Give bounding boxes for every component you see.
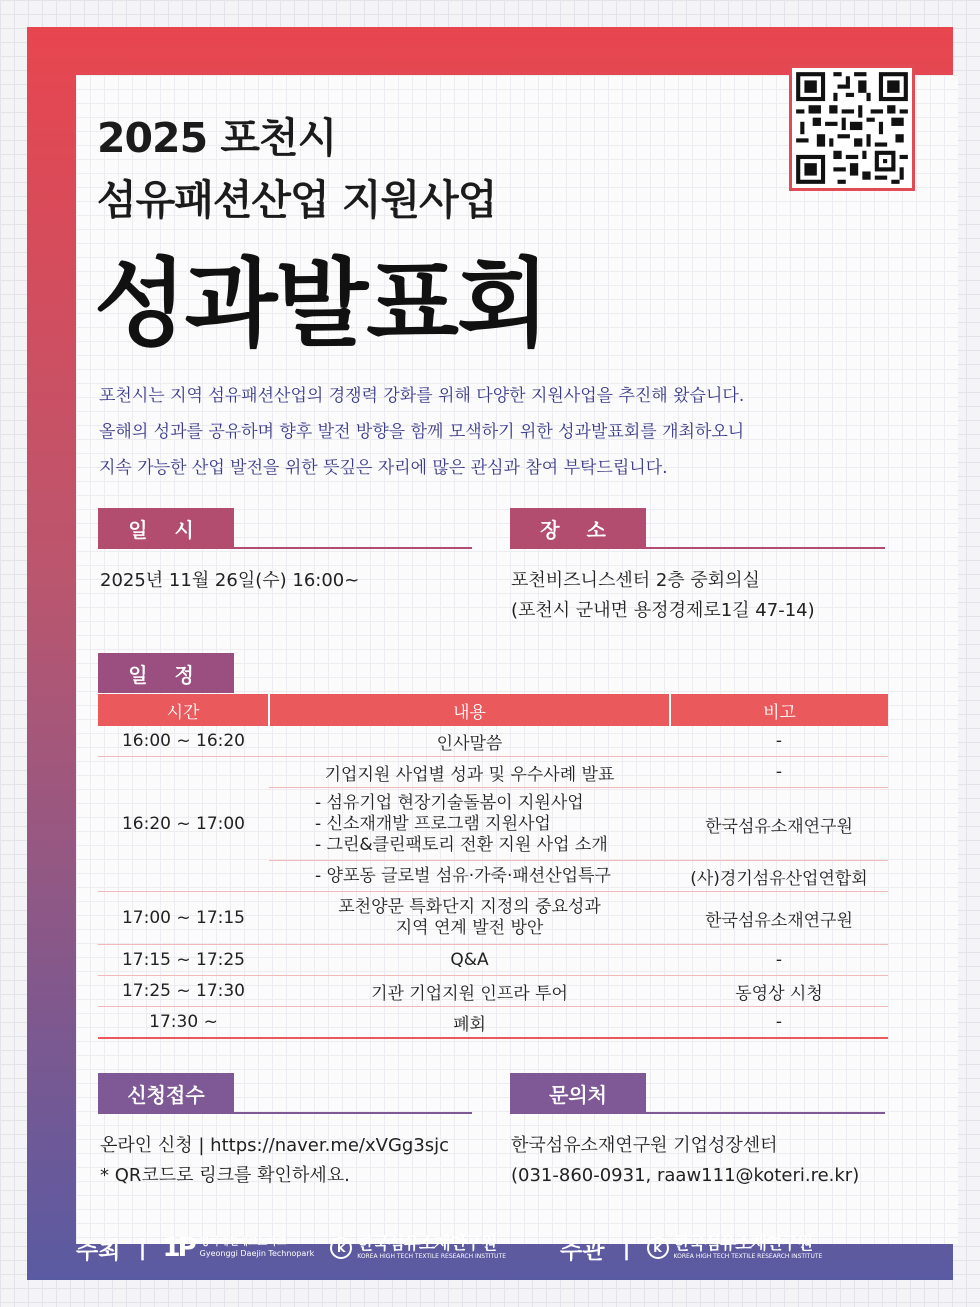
content-cell: 인사말씀	[269, 726, 670, 757]
header-note: 비고	[670, 694, 888, 726]
content-item: - 그린&클린팩토리 전환 지원 사업 소개	[315, 834, 608, 855]
separator: |	[138, 1235, 147, 1261]
technopark-name-en: Gyeonggi Daejin Technopark	[199, 1249, 315, 1258]
date-value: 2025년 11월 26일(수) 16:00~	[100, 570, 360, 591]
host-label: 주최	[76, 1237, 121, 1264]
koteri-name: 한국섬유소재연구원	[673, 1234, 813, 1254]
content-cell: 기업지원 사업별 성과 및 우수사례 발표	[269, 757, 670, 788]
title-program: 섬유패션산업 지원사업	[97, 176, 497, 224]
technopark-mark-icon: 1P	[162, 1233, 194, 1263]
contact-divider	[510, 1112, 885, 1114]
time-cell: 17:25 ~ 17:30	[98, 976, 269, 1007]
content-cell	[269, 892, 670, 945]
table-row	[98, 976, 888, 1007]
place-name: 포천비즈니스센터 2층 중회의실	[511, 570, 760, 591]
time-cell: 17:30 ~	[98, 1007, 269, 1039]
header-content: 내용	[269, 694, 670, 726]
apply-note: * QR코드로 링크를 확인하세요.	[100, 1165, 350, 1186]
koteri-name: 한국섬유소재연구원	[357, 1234, 497, 1254]
note-cell: 한국섬유소재연구원	[670, 892, 888, 945]
time-cell: 16:00 ~ 16:20	[98, 726, 269, 757]
header-time: 시간	[98, 694, 269, 726]
content-line: 지역 연계 발전 방안	[395, 918, 544, 938]
place-tab: 장 소	[510, 508, 646, 548]
title-year-city: 2025 포천시	[97, 114, 337, 162]
intro-line: 포천시는 지역 섬유패션산업의 경쟁력 강화를 위해 다양한 지원사업을 추진해 왔습니다.	[99, 386, 745, 406]
note-cell: 한국섬유소재연구원	[670, 788, 888, 861]
koteri-emblem-icon: K	[330, 1237, 352, 1259]
content-item: - 섬유기업 현장기술돌봄이 지원사업	[315, 792, 584, 813]
title-main: 성과발표회	[94, 248, 548, 360]
content-cell: 폐회	[269, 1007, 670, 1039]
content-cell: - 양포동 글로벌 섬유·가죽·패션산업특구	[269, 861, 670, 892]
note-cell: -	[670, 945, 888, 976]
time-cell: 17:15 ~ 17:25	[98, 945, 269, 976]
schedule-table	[98, 694, 888, 1039]
time-cell: 16:20 ~ 17:00	[98, 757, 269, 892]
content-cell	[269, 788, 670, 861]
schedule-tab: 일 정	[98, 653, 234, 693]
koteri-emblem-icon: K	[647, 1237, 669, 1259]
intro-line: 지속 가능한 산업 발전을 위한 뜻깊은 자리에 많은 관심과 참여 부탁드립니다.	[99, 458, 668, 478]
koteri-name-en: KOREA HIGH TECH TEXTILE RESEARCH INSTITUTE	[357, 1253, 507, 1260]
contact-phone-email: (031-860-0931, raaw111@koteri.re.kr)	[511, 1165, 860, 1186]
koteri-name-en: KOREA HIGH TECH TEXTILE RESEARCH INSTITUTE	[673, 1253, 823, 1260]
table-header-row	[98, 694, 888, 726]
note-cell: (사)경기섬유산업연합회	[670, 861, 888, 892]
note-cell: -	[670, 757, 888, 788]
content-line: 포천양문 특화단지 지정의 중요성과	[338, 897, 601, 917]
note-cell: 동영상 시청	[670, 976, 888, 1007]
koteri-logo-organizer	[647, 1235, 823, 1261]
table-row	[98, 892, 888, 945]
apply-divider	[98, 1112, 472, 1114]
table-row	[98, 1007, 888, 1039]
content-cell: Q&A	[269, 945, 670, 976]
contact-tab: 문의처	[510, 1073, 646, 1113]
note-cell: -	[670, 726, 888, 757]
content-cell: 기관 기업지원 인프라 투어	[269, 976, 670, 1007]
content-item: - 신소재개발 프로그램 지원사업	[315, 813, 551, 834]
contact-center: 한국섬유소재연구원 기업성장센터	[511, 1135, 778, 1156]
place-address: (포천시 군내면 용정경제로1길 47-14)	[511, 600, 815, 621]
koteri-logo	[330, 1235, 506, 1261]
intro-text	[99, 378, 859, 486]
intro-line: 올해의 성과를 공유하며 향후 발전 방향을 함께 모색하기 위한 성과발표회를 개최하오니	[99, 422, 745, 442]
separator: |	[622, 1235, 631, 1261]
table-row	[98, 757, 888, 788]
date-divider	[98, 547, 472, 549]
table-row	[98, 726, 888, 757]
apply-tab: 신청접수	[98, 1073, 234, 1113]
apply-link[interactable]: 온라인 신청 | https://naver.me/xVGg3sjc	[100, 1135, 450, 1156]
place-divider	[510, 547, 885, 549]
table-row	[98, 945, 888, 976]
date-tab: 일 시	[98, 508, 234, 548]
time-cell: 17:00 ~ 17:15	[98, 892, 269, 945]
technopark-logo	[162, 1233, 314, 1263]
footer-bar	[76, 1221, 906, 1275]
qr-code[interactable]	[789, 65, 915, 191]
technopark-name: 경기대진테크노파크	[199, 1237, 287, 1248]
note-cell: -	[670, 1007, 888, 1039]
organizer-label: 주관	[560, 1237, 605, 1264]
